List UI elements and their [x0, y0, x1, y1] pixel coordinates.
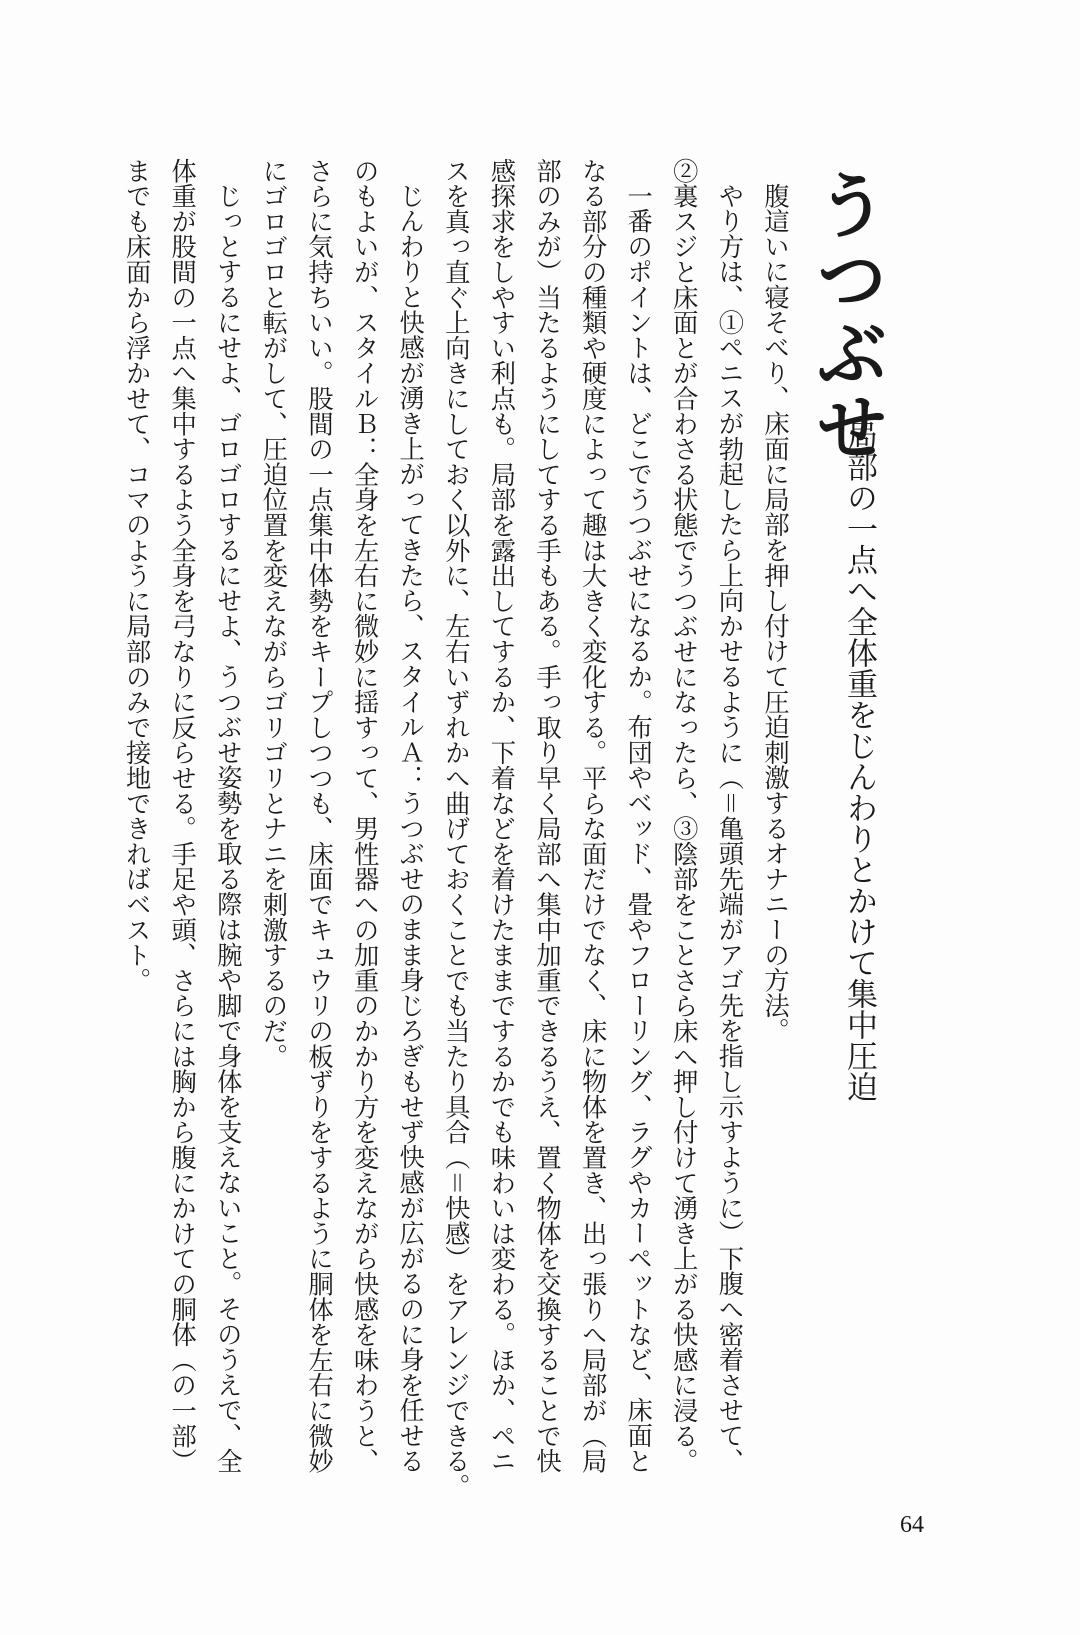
page-number: 64	[900, 1512, 924, 1538]
text-column: 部のみが）当たるようにしてする手もある。手っ取り早く局部へ集中加重できるうえ、置く物体を交換することで快	[533, 158, 562, 1474]
text-column: ②裏スジと床面とが合わさる状態でうつぶせになったら、③陰部をことさら床へ押し付けて湧き上がる快感に浸る。	[669, 158, 699, 1474]
text-column: にゴロゴロと転がして、圧迫位置を変えながらゴリゴリとナニを刺激するのだ。	[259, 158, 289, 1069]
text-column: 一番のポイントは、どこでうつぶせになるか。布団やベッド、畳やフローリング、ラグやカーペットなど、床面と	[624, 183, 654, 1474]
text-column: やり方は、①ペニスが勃起したら上向かせるように（＝亀頭先端がアゴ先を指し示すように）下腹へ密着させて、	[715, 183, 745, 1474]
text-column: 体重が股間の一点へ集中するよう全身を弓なりに反らせる。手足や頭、さらには胸から腹にかけての胴体（の一部）	[168, 158, 198, 1474]
text-column: じっとするにせよ、ゴロゴロするにせよ、うつぶせ姿勢を取る際は腕や脚で身体を支えないこと。そのうえで、全	[213, 183, 243, 1474]
page-title: うつぶせ	[804, 168, 888, 464]
text-column: さらに気持ちいい。股間の一点集中体勢をキープしつつも、床面でキュウリの板ずりをするように胴体を左右に微妙	[305, 158, 334, 1474]
text-column: じんわりと快感が湧き上がってきたら、スタイルＡ：うつぶせのまま身じろぎもせず快感が広がるのに身を任せる	[396, 183, 426, 1474]
text-column: なる部分の種類や硬度によって趣は大きく変化する。平らな面だけでなく、床に物体を置き、出っ張りへ局部が（局	[578, 158, 608, 1474]
text-column: スを真っ直ぐ上向きにしておく以外に、左右いずれかへ曲げておくことでも当たり具合（＝快感）をアレンジできる。	[441, 158, 471, 1499]
text-column: までも床面から浮かせて、コマのように局部のみで接地できればベスト。	[122, 158, 152, 993]
text-column: 腹這いに寝そべり、床面に局部を押し付けて圧迫刺激するオナニーの方法。	[761, 183, 790, 1044]
text-column: 感探求をしやすい利点も。局部を露出してするか、下着などを着けたままでするかでも味わいは変わる。ほか、ペニ	[487, 158, 517, 1474]
text-column: のもよいが、スタイルＢ：全身を左右に微妙に揺すって、男性器への加重のかかり方を変えながら快感を味わうと、	[350, 158, 380, 1474]
page-subtitle: 局部の一点へ全体重をじんわりとかけて集中圧迫	[841, 420, 877, 1102]
